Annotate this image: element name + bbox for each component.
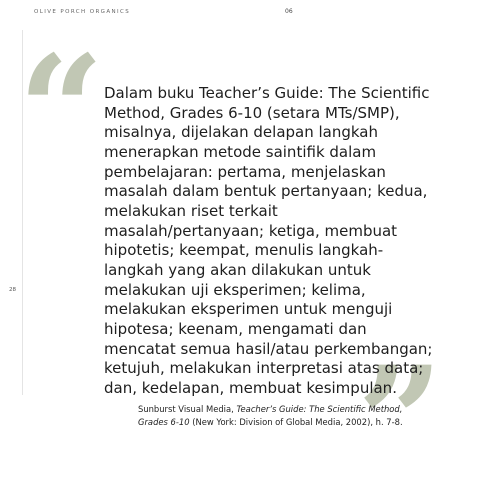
header-brand: OLIVE PORCH ORGANICS: [34, 9, 131, 15]
header-page-number: 06: [285, 8, 293, 15]
side-page-number: 28: [9, 287, 16, 293]
open-quote-icon: “: [18, 23, 105, 199]
quote-text: Dalam buku Teacher’s Guide: The Scientific Method, Grades 6-10 (setara MTs/SMP), misalnya, dijelakan delapan langkah menerapkan metode saintifik dalam pembelajaran: pertama, menjelaskan masalah dalam bentuk pertanyaan; kedua, melakukan riset terkait masalah/pertanyaan; ketiga, membuat hipotetis; keempat, menulis langkah-langkah yang akan dilakukan untuk melakukan uji eksperimen; kelima, melakukan eksperimen untuk menguji hipotesa; keenam, mengamati dan mencatat semua hasil/atau perkembangan; ketujuh, melakukan interpretasi atas data; dan, kedelapan, membuat kesimpulan.: [104, 84, 433, 397]
citation-author: Sunburst Visual Media,: [138, 404, 237, 414]
citation-title: Teacher’s Guide: The Scientific Method, Grades 6-10: [138, 404, 403, 427]
citation-details: (New York: Division of Global Media, 2002), h. 7-8.: [189, 416, 403, 427]
close-quote-icon: ”: [357, 334, 444, 480]
citation: [138, 403, 428, 428]
